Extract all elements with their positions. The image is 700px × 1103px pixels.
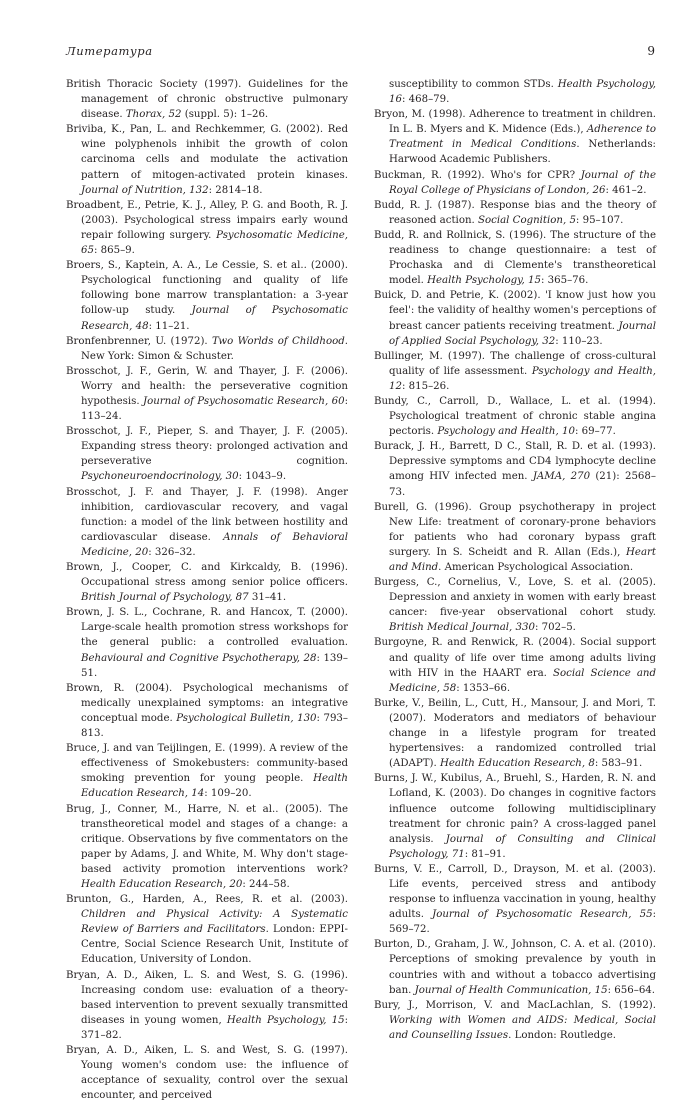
reference-text: Burgoyne, R. and Renwick, R. (2004). Social support and quality of life over time among adults living with HIV in the HAART era. (374, 637, 656, 679)
reference-entry (374, 349, 656, 394)
reference-pages: : 371–82. (81, 1014, 349, 1041)
reference-pages: . American Psychological Association. (438, 562, 634, 573)
reference-pages: : 244–58. (242, 878, 290, 890)
reference-source-title: Journal of the Royal College of Physicians of London, 26 (389, 169, 656, 196)
reference-pages: : 1353–66. (456, 682, 511, 694)
reference-pages: : 569–72. (389, 909, 656, 936)
reference-text: Bronfenbrenner, U. (1972). (66, 335, 212, 347)
reference-entry (374, 635, 656, 695)
reference-pages: : 113–24. (81, 395, 348, 423)
reference-entry (374, 771, 656, 862)
reference-text: Bullinger, M. (1997). The challenge of cross-cultural quality of life assessment. (374, 350, 656, 377)
reference-text: British Thoracic Society (1997). Guidelines for the management of chronic obstructive pulmonary disease. (66, 79, 348, 121)
reference-entry (374, 228, 656, 288)
reference-pages: : 110–23. (555, 335, 603, 347)
reference-entry (66, 968, 348, 1043)
reference-source-title: Heart and Mind (389, 546, 656, 573)
reference-entry (66, 741, 348, 801)
reference-entry (66, 122, 348, 197)
reference-text: Brunton, G., Harden, A., Rees, R. et al. (2003). (66, 894, 348, 906)
reference-pages: . New York: Simon & Schuster. (81, 335, 348, 362)
reference-entry (374, 998, 656, 1043)
reference-source-title: Behavioural and Cognitive Psychotherapy, 28 (81, 652, 317, 664)
reference-text: Broadbent, E., Petrie, K. J., Alley, P. G. and Booth, R. J. (2003). Psychological stress impairs early wound repair following surgery. (66, 199, 348, 241)
page-number: 9 (647, 44, 655, 58)
reference-pages: : 793–813. (81, 712, 349, 740)
reference-pages: . Netherlands: Harwood Academic Publishers. (389, 139, 656, 166)
reference-source-title: Health Psychology, 16 (389, 79, 656, 106)
reference-entry (66, 334, 348, 364)
reference-text: Budd, R. J. (1987). Response bias and the theory of reasoned action. (374, 199, 656, 226)
reference-source-title: Journal of Psychosomatic Research, 60 (143, 395, 345, 407)
reference-text: Buckman, R. (1992). Who's for CPR? (374, 169, 581, 181)
reference-pages: 31–41. (248, 592, 287, 604)
reference-entry (374, 288, 656, 348)
reference-source-title: Health Psychology, 15 (226, 1014, 345, 1026)
reference-text: Bundy, C., Carroll, D., Wallace, L. et al. (1994). Psychological treatment of chronic stable angina pectoris. (374, 395, 656, 438)
reference-source-title: Journal of Health Communication, 15 (414, 984, 608, 996)
reference-text: Brosschot, J. F., Gerin, W. and Thayer, J. F. (2006). Worry and health: the perseverative cognition hypothesis. (66, 365, 348, 407)
reference-source-title: Psychological Bulletin, 130 (176, 712, 317, 724)
reference-pages: : 583–91. (594, 758, 643, 770)
reference-pages: : 365–76. (540, 275, 589, 287)
reference-pages: : 81–91. (464, 848, 506, 860)
reference-source-title: Psychology and Health, 12 (389, 365, 656, 392)
reference-pages: : 461–2. (605, 184, 647, 196)
reference-source-title: Social Cognition, 5 (478, 214, 576, 226)
reference-pages: : 11–21. (148, 320, 190, 332)
reference-entry (66, 198, 348, 258)
reference-source-title: Adherence to Treatment in Medical Conditions (389, 124, 656, 151)
reference-source-title: Health Education Research, 8 (439, 758, 595, 770)
references-column-left (66, 77, 348, 1103)
reference-entry (66, 605, 348, 680)
reference-source-title: Social Science and Medicine, 58 (389, 667, 656, 694)
reference-source-title: British Medical Journal, 330 (389, 622, 535, 634)
reference-text: Briviba, K., Pan, L. and Rechkemmer, G. (2002). Red wine polyphenols inhibit the growth of colon carcinoma cells and modulate the activation pattern of mitogen-activated protein kinases. (66, 124, 348, 181)
reference-text: Burns, V. E., Carroll, D., Drayson, M. et al. (2003). Life events, perceived stress and antibody response to influenza vaccination in young, healthy adults. (374, 863, 656, 921)
reference-source-title: Psychosomatic Medicine, 65 (81, 229, 348, 257)
reference-entry (66, 802, 348, 893)
reference-source-title: JAMA, 270 (532, 471, 591, 483)
reference-text: Brosschot, J. F. and Thayer, J. F. (1998). Anger inhibition, cardiovascular recovery, and vagal function: a model of the link between hostility and cardiovascular disease. (66, 486, 348, 543)
reference-pages: : 468–79. (401, 94, 450, 106)
reference-source-title: Journal of Psychosomatic Research, 48 (81, 305, 348, 332)
reference-pages: : 109–20. (204, 788, 252, 800)
reference-entry (66, 424, 348, 484)
reference-pages: (suppl. 5): 1–26. (181, 109, 269, 121)
reference-text: Burell, G. (1996). Group psychotherapy in project New Life: treatment of coronary-prone behaviors for patients who had coronary bypass graft surgery. In S. Scheidt and R. Allan (Eds.), (374, 501, 656, 558)
reference-pages: (21): 2568–73. (389, 471, 656, 498)
reference-entry (374, 198, 656, 228)
reference-text: susceptibility to common STDs. (389, 79, 558, 90)
reference-source-title: Health Education Research, 14 (81, 773, 348, 800)
reference-entry (66, 892, 348, 967)
reference-source-title: Working with Women and AIDS: Medical, Social and Counselling Issues (389, 1014, 656, 1041)
reference-text: Bryan, A. D., Aiken, L. S. and West, S. G. (1996). Increasing condom use: evaluation of a theory-based intervention to prevent sexually transmitted diseases in young women, (66, 969, 348, 1026)
reference-text: Burack, J. H., Barrett, D C., Stall, R. D. et al. (1993). Depressive symptoms and CD4 lymphocyte decline among HIV infected men. (374, 441, 656, 483)
reference-text: Brown, J. S. L., Cochrane, R. and Hancox, T. (2000). Large-scale health promotion stress workshops for the general public: a controlled evaluation. (66, 607, 348, 649)
reference-entry (374, 107, 656, 167)
reference-source-title: Journal of Nutrition, 132 (81, 184, 209, 196)
reference-text: Brug, J., Conner, M., Harre, N. et al.. (2005). The transtheoretical model and stages of a change: a critique. Observations by five commentators on the paper by Adams, J. and White, M. Why don't stage-based activity promotion interventions work? (66, 803, 348, 875)
reference-pages: : 95–107. (575, 214, 624, 226)
reference-source-title: Thorax, 52 (125, 109, 182, 121)
reference-pages: : 815–26. (401, 380, 450, 392)
reference-pages: : 139–51. (81, 652, 348, 679)
reference-entry (66, 77, 348, 122)
reference-text: Bryon, M. (1998). Adherence to treatment in children. In L. B. Myers and K. Midence (Eds.), (374, 109, 656, 136)
reference-entry (66, 560, 348, 605)
reference-source-title: Two Worlds of Childhood (212, 335, 345, 347)
reference-source-title: Health Education Research, 20 (81, 878, 243, 890)
running-head: Литература (66, 44, 153, 58)
reference-entry (66, 681, 348, 741)
reference-pages: : 2814–18. (208, 184, 263, 196)
reference-text: Burke, V., Beilin, L., Cutt, H., Mansour, J. and Mori, T. (2007). Moderators and mediators of behaviour change in a lifestyle program for treated hypertensives: a randomized controlled trial (ADAPT). (374, 697, 656, 770)
reference-entry (66, 1043, 348, 1103)
reference-source-title: Annals of Behavioral Medicine, 20 (81, 531, 348, 558)
reference-source-title: Journal of Applied Social Psychology, 32 (389, 320, 656, 347)
reference-source-title: Psychology and Health, 10 (437, 426, 575, 438)
reference-entry (374, 575, 656, 635)
reference-text: Brown, R. (2004). Psychological mechanisms of medically unexplained symptoms: an integrative conceptual mode. (66, 682, 348, 724)
reference-text: Brown, J., Cooper, C. and Kirkcaldy, B. (1996). Occupational stress among senior police officers. (66, 562, 348, 589)
reference-pages: : 69–77. (574, 426, 616, 438)
reference-text: Broers, S., Kaptein, A. A., Le Cessie, S. et al.. (2000). Psychological functioning and quality of life following bone marrow transplantation: a 3-year follow-up study. (66, 260, 348, 317)
reference-text: Bruce, J. and van Teijlingen, E. (1999). A review of the effectiveness of Smokebusters: community-based smoking prevention for young people. (66, 743, 348, 785)
reference-source-title: Journal of Psychosomatic Research, 55 (432, 909, 653, 921)
reference-text: Budd, R. and Rollnick, S. (1996). The structure of the readiness to change questionnaire: a test of Prochaska and di Clemente's transtheoretical model. (374, 229, 656, 287)
reference-entry (66, 364, 348, 424)
reference-entry (374, 500, 656, 575)
reference-pages: . London: EPPI-Centre, Social Science Research Unit, Institute of Education, University of London. (81, 924, 349, 966)
reference-entry (374, 862, 656, 937)
reference-pages: : 865–9. (93, 245, 135, 257)
reference-pages: . London: Routledge. (508, 1029, 616, 1041)
reference-pages: : 1043–9. (238, 471, 287, 483)
reference-entry (66, 258, 348, 333)
reference-source-title: Children and Physical Activity: A Systematic Review of Barriers and Facilitators (81, 909, 348, 936)
reference-text: Bryan, A. D., Aiken, L. S. and West, S. G. (1997). Young women's condom use: the influence of acceptance of sexuality, control over the sexual encounter, and perceived (66, 1045, 348, 1102)
reference-pages: : 656–64. (607, 984, 656, 996)
reference-pages: : 326–32. (148, 546, 196, 558)
references-column-right (374, 77, 656, 1043)
reference-entry (374, 696, 656, 771)
reference-pages: : 702–5. (534, 622, 576, 634)
reference-text: Buick, D. and Petrie, K. (2002). 'I know just how you feel': the validity of healthy women's perceptions of breast cancer patients receiving treatment. (374, 290, 656, 332)
reference-entry-continuation (374, 77, 656, 107)
reference-entry (66, 485, 348, 560)
reference-text: Burton, D., Graham, J. W., Johnson, C. A. et al. (2010). Perceptions of smoking prevalence by youth in countries with and without a tobacco advertising ban. (374, 939, 656, 996)
reference-source-title: Psychoneuroendocrinology, 30 (81, 471, 239, 483)
reference-text: Brosschot, J. F., Pieper, S. and Thayer, J. F. (2005). Expanding stress theory: prolonged activation and perseverative cognition. (66, 426, 348, 468)
reference-text: Bury, J., Morrison, V. and MacLachlan, S. (1992). (374, 999, 656, 1011)
reference-entry (374, 439, 656, 499)
reference-entry (374, 168, 656, 198)
reference-source-title: British Journal of Psychology, 87 (81, 592, 249, 604)
reference-text: Burgess, C., Cornelius, V., Love, S. et al. (2005). Depression and anxiety in women with early breast cancer: five-year observational cohort study. (374, 577, 656, 619)
reference-text: Burns, J. W., Kubilus, A., Bruehl, S., Harden, R. N. and Lofland, K. (2003). Do changes in cognitive factors influence outcome following multidisciplinary treatment for chronic pain? A cross-lagged panel analysis. (374, 773, 656, 845)
reference-entry (374, 937, 656, 997)
reference-source-title: Journal of Consulting and Clinical Psychology, 71 (389, 833, 656, 860)
reference-source-title: Health Psychology, 15 (427, 275, 541, 287)
reference-entry (374, 394, 656, 439)
